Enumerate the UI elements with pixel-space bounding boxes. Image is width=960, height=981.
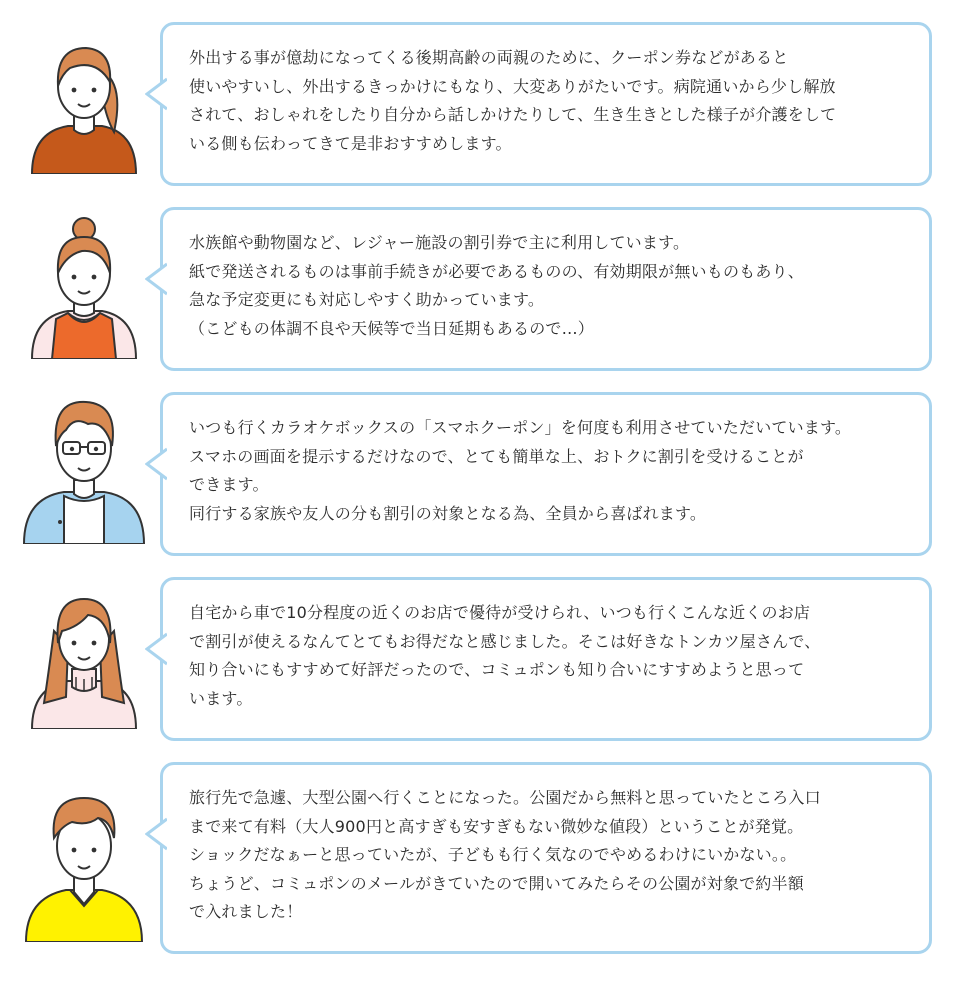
testimonial-text: 外出する事が億劫になってくる後期高齢の両親のために、クーポン券などがあると 使いやすいし、外出するきっかけにもなり、大変ありがたいです。病院通いから少し解放 されて、おしゃれをしたり自分から話しかけたりして、生き生きとした様子が介護をして いる側も伝わってきて是非おすすめします。 bbox=[189, 48, 837, 153]
speech-bubble bbox=[160, 22, 932, 186]
testimonial-text: 旅行先で急遽、大型公園へ行くことになった。公園だから無料と思っていたところ入口 まで来て有料（大人900円と高すぎも安すぎもない微妙な値段）ということが発覚。 ショックだなぁーと思っていたが、子どもも行く気なのでやめるわけにいかない。。 ちょうど、コミュポンのメールがきていたので開いてみたらその公園が対象で約半額 で入れました！ bbox=[189, 788, 821, 921]
man-glasses-cardigan-avatar-icon bbox=[18, 394, 150, 544]
testimonial-2 bbox=[0, 207, 960, 371]
testimonial-1 bbox=[0, 22, 960, 186]
woman-long-hair-avatar-icon bbox=[18, 587, 150, 729]
speech-bubble bbox=[160, 577, 932, 741]
speech-bubble bbox=[160, 207, 932, 371]
testimonial-5 bbox=[0, 762, 960, 954]
testimonial-text: いつも行くカラオケボックスの「スマホクーポン」を何度も利用させていただいています。 スマホの画面を提示するだけなので、とても簡単な上、おトクに割引を受けることが できます。 同行する家族や友人の分も割引の対象となる為、全員から喜ばれます。 bbox=[189, 418, 852, 523]
testimonial-text: 自宅から車で10分程度の近くのお店で優待が受けられ、いつも行くこんな近くのお店 で割引が使えるなんてとてもお得だなと感じました。そこは好きなトンカツ屋さんで、 知り合いにもすすめて好評だったので、コミュポンも知り合いにすすめようと思って います。 bbox=[189, 603, 821, 708]
testimonial-4 bbox=[0, 577, 960, 741]
speech-bubble bbox=[160, 762, 932, 954]
woman-ponytail-avatar-icon bbox=[18, 34, 150, 174]
speech-bubble bbox=[160, 392, 932, 556]
testimonial-3 bbox=[0, 392, 960, 556]
woman-bun-apron-avatar-icon bbox=[18, 215, 150, 359]
testimonial-text: 水族館や動物園など、レジャー施設の割引券で主に利用しています。 紙で発送されるものは事前手続きが必要であるものの、有効期限が無いものもあり、 急な予定変更にも対応しやすく助かっています。 （こどもの体調不良や天候等で当日延期もあるので…） bbox=[189, 233, 804, 338]
man-short-hair-avatar-icon bbox=[18, 790, 150, 942]
